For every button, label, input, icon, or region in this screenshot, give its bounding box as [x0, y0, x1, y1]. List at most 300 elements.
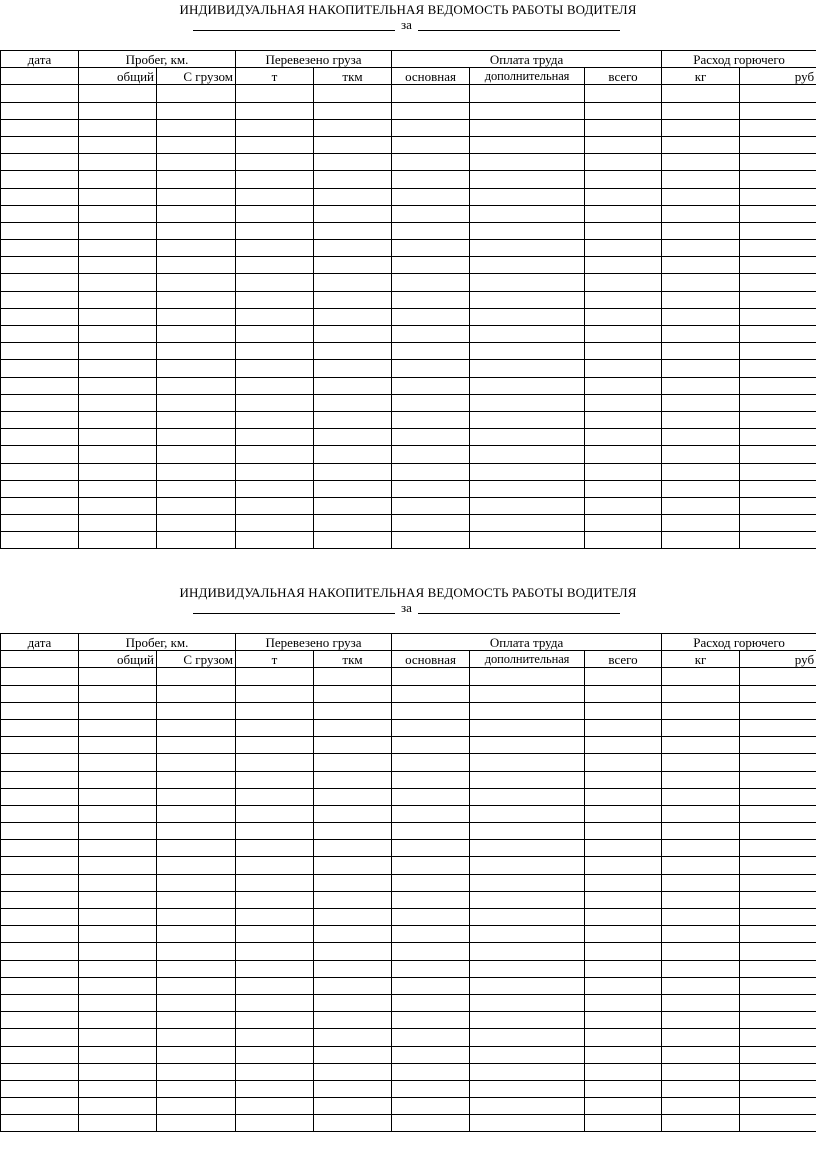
table-cell[interactable]	[585, 1115, 662, 1132]
table-cell[interactable]	[662, 874, 740, 891]
table-cell[interactable]	[157, 685, 236, 702]
table-cell[interactable]	[740, 909, 816, 926]
table-cell[interactable]	[314, 1012, 392, 1029]
table-cell[interactable]	[470, 119, 585, 136]
table-cell[interactable]	[392, 874, 470, 891]
table-cell[interactable]	[392, 119, 470, 136]
table-cell[interactable]	[392, 257, 470, 274]
table-cell[interactable]	[470, 926, 585, 943]
table-cell[interactable]	[314, 257, 392, 274]
table-cell[interactable]	[585, 702, 662, 719]
table-cell[interactable]	[740, 857, 816, 874]
table-cell[interactable]	[157, 308, 236, 325]
table-cell[interactable]	[585, 85, 662, 102]
table-cell[interactable]	[662, 463, 740, 480]
table-cell[interactable]	[740, 394, 816, 411]
table-cell[interactable]	[662, 1098, 740, 1115]
table-cell[interactable]	[1, 326, 79, 343]
table-cell[interactable]	[1, 994, 79, 1011]
table-cell[interactable]	[79, 102, 157, 119]
table-cell[interactable]	[392, 754, 470, 771]
table-cell[interactable]	[470, 960, 585, 977]
table-cell[interactable]	[236, 874, 314, 891]
table-cell[interactable]	[236, 188, 314, 205]
table-cell[interactable]	[662, 85, 740, 102]
table-cell[interactable]	[1, 136, 79, 153]
table-cell[interactable]	[236, 343, 314, 360]
table-cell[interactable]	[236, 497, 314, 514]
table-cell[interactable]	[585, 1029, 662, 1046]
table-cell[interactable]	[236, 1063, 314, 1080]
table-cell[interactable]	[314, 943, 392, 960]
table-cell[interactable]	[1, 960, 79, 977]
table-cell[interactable]	[1, 788, 79, 805]
table-cell[interactable]	[314, 240, 392, 257]
table-cell[interactable]	[236, 702, 314, 719]
table-cell[interactable]	[470, 702, 585, 719]
table-cell[interactable]	[585, 823, 662, 840]
table-cell[interactable]	[470, 840, 585, 857]
table-cell[interactable]	[740, 222, 816, 239]
table-cell[interactable]	[236, 85, 314, 102]
table-cell[interactable]	[79, 1029, 157, 1046]
table-cell[interactable]	[79, 1046, 157, 1063]
table-cell[interactable]	[740, 136, 816, 153]
table-cell[interactable]	[157, 926, 236, 943]
table-cell[interactable]	[1, 702, 79, 719]
table-cell[interactable]	[1, 343, 79, 360]
table-cell[interactable]	[157, 515, 236, 532]
table-cell[interactable]	[236, 1115, 314, 1132]
table-cell[interactable]	[79, 685, 157, 702]
table-cell[interactable]	[1, 394, 79, 411]
table-cell[interactable]	[740, 326, 816, 343]
table-cell[interactable]	[470, 326, 585, 343]
table-cell[interactable]	[236, 891, 314, 908]
table-cell[interactable]	[157, 154, 236, 171]
table-cell[interactable]	[585, 1080, 662, 1097]
table-cell[interactable]	[470, 257, 585, 274]
table-cell[interactable]	[585, 857, 662, 874]
table-cell[interactable]	[157, 737, 236, 754]
table-cell[interactable]	[585, 446, 662, 463]
table-cell[interactable]	[314, 994, 392, 1011]
table-cell[interactable]	[740, 805, 816, 822]
table-cell[interactable]	[157, 171, 236, 188]
table-cell[interactable]	[157, 394, 236, 411]
table-cell[interactable]	[79, 668, 157, 685]
table-cell[interactable]	[1, 85, 79, 102]
table-cell[interactable]	[236, 429, 314, 446]
table-cell[interactable]	[157, 188, 236, 205]
table-cell[interactable]	[236, 480, 314, 497]
table-cell[interactable]	[392, 823, 470, 840]
table-cell[interactable]	[585, 943, 662, 960]
table-cell[interactable]	[236, 532, 314, 549]
table-cell[interactable]	[585, 480, 662, 497]
table-cell[interactable]	[662, 1080, 740, 1097]
table-cell[interactable]	[585, 805, 662, 822]
table-cell[interactable]	[79, 515, 157, 532]
table-cell[interactable]	[392, 788, 470, 805]
table-cell[interactable]	[236, 994, 314, 1011]
table-cell[interactable]	[1, 926, 79, 943]
table-cell[interactable]	[157, 943, 236, 960]
table-cell[interactable]	[740, 411, 816, 428]
table-cell[interactable]	[392, 857, 470, 874]
table-cell[interactable]	[157, 909, 236, 926]
table-cell[interactable]	[470, 377, 585, 394]
table-cell[interactable]	[585, 515, 662, 532]
table-cell[interactable]	[585, 222, 662, 239]
table-cell[interactable]	[470, 668, 585, 685]
table-cell[interactable]	[1, 515, 79, 532]
table-cell[interactable]	[740, 480, 816, 497]
table-cell[interactable]	[470, 463, 585, 480]
table-cell[interactable]	[585, 1046, 662, 1063]
table-cell[interactable]	[470, 685, 585, 702]
table-cell[interactable]	[585, 119, 662, 136]
table-cell[interactable]	[470, 222, 585, 239]
table-cell[interactable]	[392, 771, 470, 788]
table-cell[interactable]	[662, 119, 740, 136]
table-cell[interactable]	[157, 702, 236, 719]
table-cell[interactable]	[314, 394, 392, 411]
table-cell[interactable]	[236, 205, 314, 222]
table-cell[interactable]	[1, 429, 79, 446]
table-cell[interactable]	[740, 977, 816, 994]
table-cell[interactable]	[662, 1115, 740, 1132]
table-cell[interactable]	[236, 1046, 314, 1063]
table-cell[interactable]	[392, 377, 470, 394]
table-cell[interactable]	[1, 754, 79, 771]
table-cell[interactable]	[662, 702, 740, 719]
table-cell[interactable]	[236, 291, 314, 308]
table-cell[interactable]	[236, 326, 314, 343]
table-cell[interactable]	[236, 308, 314, 325]
table-cell[interactable]	[740, 240, 816, 257]
table-cell[interactable]	[470, 85, 585, 102]
table-cell[interactable]	[585, 874, 662, 891]
table-cell[interactable]	[662, 154, 740, 171]
table-cell[interactable]	[157, 891, 236, 908]
table-cell[interactable]	[157, 1046, 236, 1063]
table-cell[interactable]	[662, 377, 740, 394]
driver-name-field[interactable]	[193, 613, 395, 614]
table-cell[interactable]	[740, 274, 816, 291]
table-cell[interactable]	[79, 274, 157, 291]
table-cell[interactable]	[236, 240, 314, 257]
table-cell[interactable]	[662, 771, 740, 788]
table-cell[interactable]	[585, 909, 662, 926]
table-cell[interactable]	[314, 874, 392, 891]
table-cell[interactable]	[470, 771, 585, 788]
table-cell[interactable]	[392, 429, 470, 446]
table-cell[interactable]	[314, 532, 392, 549]
table-cell[interactable]	[740, 257, 816, 274]
table-cell[interactable]	[314, 136, 392, 153]
table-cell[interactable]	[585, 188, 662, 205]
table-cell[interactable]	[157, 222, 236, 239]
table-cell[interactable]	[470, 857, 585, 874]
table-cell[interactable]	[157, 1012, 236, 1029]
table-cell[interactable]	[1, 154, 79, 171]
table-cell[interactable]	[236, 719, 314, 736]
table-cell[interactable]	[236, 222, 314, 239]
table-cell[interactable]	[662, 205, 740, 222]
table-cell[interactable]	[662, 1063, 740, 1080]
table-cell[interactable]	[1, 480, 79, 497]
table-cell[interactable]	[585, 685, 662, 702]
table-cell[interactable]	[662, 308, 740, 325]
table-cell[interactable]	[79, 446, 157, 463]
table-cell[interactable]	[314, 891, 392, 908]
table-cell[interactable]	[662, 960, 740, 977]
table-cell[interactable]	[740, 291, 816, 308]
table-cell[interactable]	[392, 891, 470, 908]
table-cell[interactable]	[662, 326, 740, 343]
table-cell[interactable]	[157, 754, 236, 771]
table-cell[interactable]	[585, 429, 662, 446]
table-cell[interactable]	[1, 532, 79, 549]
table-cell[interactable]	[740, 85, 816, 102]
table-cell[interactable]	[585, 274, 662, 291]
table-cell[interactable]	[236, 943, 314, 960]
table-cell[interactable]	[79, 222, 157, 239]
table-cell[interactable]	[79, 1012, 157, 1029]
table-cell[interactable]	[585, 171, 662, 188]
table-cell[interactable]	[392, 668, 470, 685]
table-cell[interactable]	[1, 771, 79, 788]
table-cell[interactable]	[585, 960, 662, 977]
table-cell[interactable]	[236, 360, 314, 377]
table-cell[interactable]	[392, 102, 470, 119]
table-cell[interactable]	[470, 188, 585, 205]
table-cell[interactable]	[470, 754, 585, 771]
table-cell[interactable]	[662, 136, 740, 153]
table-cell[interactable]	[157, 360, 236, 377]
table-cell[interactable]	[236, 805, 314, 822]
table-cell[interactable]	[392, 805, 470, 822]
table-cell[interactable]	[740, 119, 816, 136]
table-cell[interactable]	[740, 668, 816, 685]
table-cell[interactable]	[470, 788, 585, 805]
table-cell[interactable]	[314, 719, 392, 736]
table-cell[interactable]	[740, 377, 816, 394]
table-cell[interactable]	[470, 411, 585, 428]
driver-name-field[interactable]	[193, 30, 395, 31]
table-cell[interactable]	[662, 360, 740, 377]
table-cell[interactable]	[1, 291, 79, 308]
table-cell[interactable]	[236, 446, 314, 463]
table-cell[interactable]	[236, 154, 314, 171]
table-cell[interactable]	[392, 205, 470, 222]
table-cell[interactable]	[157, 805, 236, 822]
table-cell[interactable]	[740, 188, 816, 205]
table-cell[interactable]	[470, 171, 585, 188]
table-cell[interactable]	[236, 823, 314, 840]
table-cell[interactable]	[79, 977, 157, 994]
table-cell[interactable]	[236, 960, 314, 977]
table-cell[interactable]	[470, 515, 585, 532]
table-cell[interactable]	[79, 1115, 157, 1132]
table-cell[interactable]	[1, 171, 79, 188]
table-cell[interactable]	[740, 154, 816, 171]
table-cell[interactable]	[662, 1012, 740, 1029]
table-cell[interactable]	[79, 1098, 157, 1115]
table-cell[interactable]	[157, 668, 236, 685]
table-cell[interactable]	[470, 1029, 585, 1046]
table-cell[interactable]	[1, 685, 79, 702]
table-cell[interactable]	[1, 377, 79, 394]
table-cell[interactable]	[236, 668, 314, 685]
table-cell[interactable]	[740, 943, 816, 960]
table-cell[interactable]	[236, 857, 314, 874]
table-cell[interactable]	[662, 274, 740, 291]
table-cell[interactable]	[470, 446, 585, 463]
table-cell[interactable]	[585, 1098, 662, 1115]
table-cell[interactable]	[392, 360, 470, 377]
table-cell[interactable]	[392, 188, 470, 205]
table-cell[interactable]	[1, 119, 79, 136]
table-cell[interactable]	[157, 840, 236, 857]
table-cell[interactable]	[1, 188, 79, 205]
table-cell[interactable]	[1, 360, 79, 377]
table-cell[interactable]	[392, 960, 470, 977]
table-cell[interactable]	[314, 188, 392, 205]
table-cell[interactable]	[392, 394, 470, 411]
table-cell[interactable]	[236, 274, 314, 291]
table-cell[interactable]	[79, 291, 157, 308]
table-cell[interactable]	[662, 994, 740, 1011]
table-cell[interactable]	[314, 360, 392, 377]
table-cell[interactable]	[79, 960, 157, 977]
table-cell[interactable]	[392, 1098, 470, 1115]
table-cell[interactable]	[470, 360, 585, 377]
table-cell[interactable]	[314, 480, 392, 497]
table-cell[interactable]	[662, 497, 740, 514]
table-cell[interactable]	[662, 909, 740, 926]
table-cell[interactable]	[314, 840, 392, 857]
table-cell[interactable]	[79, 737, 157, 754]
table-cell[interactable]	[157, 102, 236, 119]
table-cell[interactable]	[662, 1046, 740, 1063]
table-cell[interactable]	[157, 719, 236, 736]
table-cell[interactable]	[470, 240, 585, 257]
table-cell[interactable]	[392, 1046, 470, 1063]
table-cell[interactable]	[585, 377, 662, 394]
table-cell[interactable]	[662, 102, 740, 119]
table-cell[interactable]	[157, 960, 236, 977]
table-cell[interactable]	[314, 154, 392, 171]
table-cell[interactable]	[236, 515, 314, 532]
table-cell[interactable]	[314, 788, 392, 805]
table-cell[interactable]	[740, 840, 816, 857]
table-cell[interactable]	[585, 754, 662, 771]
table-cell[interactable]	[1, 1080, 79, 1097]
table-cell[interactable]	[740, 1029, 816, 1046]
table-cell[interactable]	[392, 737, 470, 754]
table-cell[interactable]	[740, 463, 816, 480]
table-cell[interactable]	[157, 274, 236, 291]
table-cell[interactable]	[470, 737, 585, 754]
table-cell[interactable]	[314, 222, 392, 239]
table-cell[interactable]	[740, 360, 816, 377]
table-cell[interactable]	[662, 788, 740, 805]
table-cell[interactable]	[740, 737, 816, 754]
table-cell[interactable]	[740, 1098, 816, 1115]
table-cell[interactable]	[740, 497, 816, 514]
table-cell[interactable]	[470, 274, 585, 291]
table-cell[interactable]	[79, 926, 157, 943]
table-cell[interactable]	[470, 497, 585, 514]
table-cell[interactable]	[1, 909, 79, 926]
table-cell[interactable]	[157, 994, 236, 1011]
table-cell[interactable]	[79, 1080, 157, 1097]
table-cell[interactable]	[236, 257, 314, 274]
table-cell[interactable]	[1, 943, 79, 960]
table-cell[interactable]	[392, 446, 470, 463]
table-cell[interactable]	[1, 1098, 79, 1115]
table-cell[interactable]	[662, 926, 740, 943]
table-cell[interactable]	[470, 136, 585, 153]
table-cell[interactable]	[1, 1046, 79, 1063]
table-cell[interactable]	[392, 1012, 470, 1029]
table-cell[interactable]	[79, 119, 157, 136]
table-cell[interactable]	[470, 891, 585, 908]
table-cell[interactable]	[470, 394, 585, 411]
table-cell[interactable]	[662, 719, 740, 736]
table-cell[interactable]	[79, 480, 157, 497]
table-cell[interactable]	[79, 719, 157, 736]
table-cell[interactable]	[79, 154, 157, 171]
table-cell[interactable]	[392, 909, 470, 926]
table-cell[interactable]	[79, 360, 157, 377]
table-cell[interactable]	[157, 1063, 236, 1080]
table-cell[interactable]	[236, 1080, 314, 1097]
table-cell[interactable]	[740, 702, 816, 719]
table-cell[interactable]	[1, 1063, 79, 1080]
table-cell[interactable]	[157, 240, 236, 257]
table-cell[interactable]	[236, 754, 314, 771]
table-cell[interactable]	[314, 1029, 392, 1046]
table-cell[interactable]	[236, 171, 314, 188]
table-cell[interactable]	[392, 291, 470, 308]
table-cell[interactable]	[740, 532, 816, 549]
table-cell[interactable]	[236, 840, 314, 857]
table-cell[interactable]	[314, 515, 392, 532]
table-cell[interactable]	[585, 394, 662, 411]
table-cell[interactable]	[585, 240, 662, 257]
table-cell[interactable]	[662, 685, 740, 702]
table-cell[interactable]	[157, 1115, 236, 1132]
table-cell[interactable]	[236, 377, 314, 394]
table-cell[interactable]	[157, 85, 236, 102]
table-cell[interactable]	[470, 1115, 585, 1132]
table-cell[interactable]	[157, 823, 236, 840]
table-cell[interactable]	[314, 343, 392, 360]
table-cell[interactable]	[1, 977, 79, 994]
table-cell[interactable]	[392, 1115, 470, 1132]
table-cell[interactable]	[1, 205, 79, 222]
table-cell[interactable]	[236, 977, 314, 994]
table-cell[interactable]	[662, 411, 740, 428]
table-cell[interactable]	[236, 102, 314, 119]
table-cell[interactable]	[392, 1063, 470, 1080]
table-cell[interactable]	[157, 463, 236, 480]
table-cell[interactable]	[157, 788, 236, 805]
table-cell[interactable]	[470, 154, 585, 171]
